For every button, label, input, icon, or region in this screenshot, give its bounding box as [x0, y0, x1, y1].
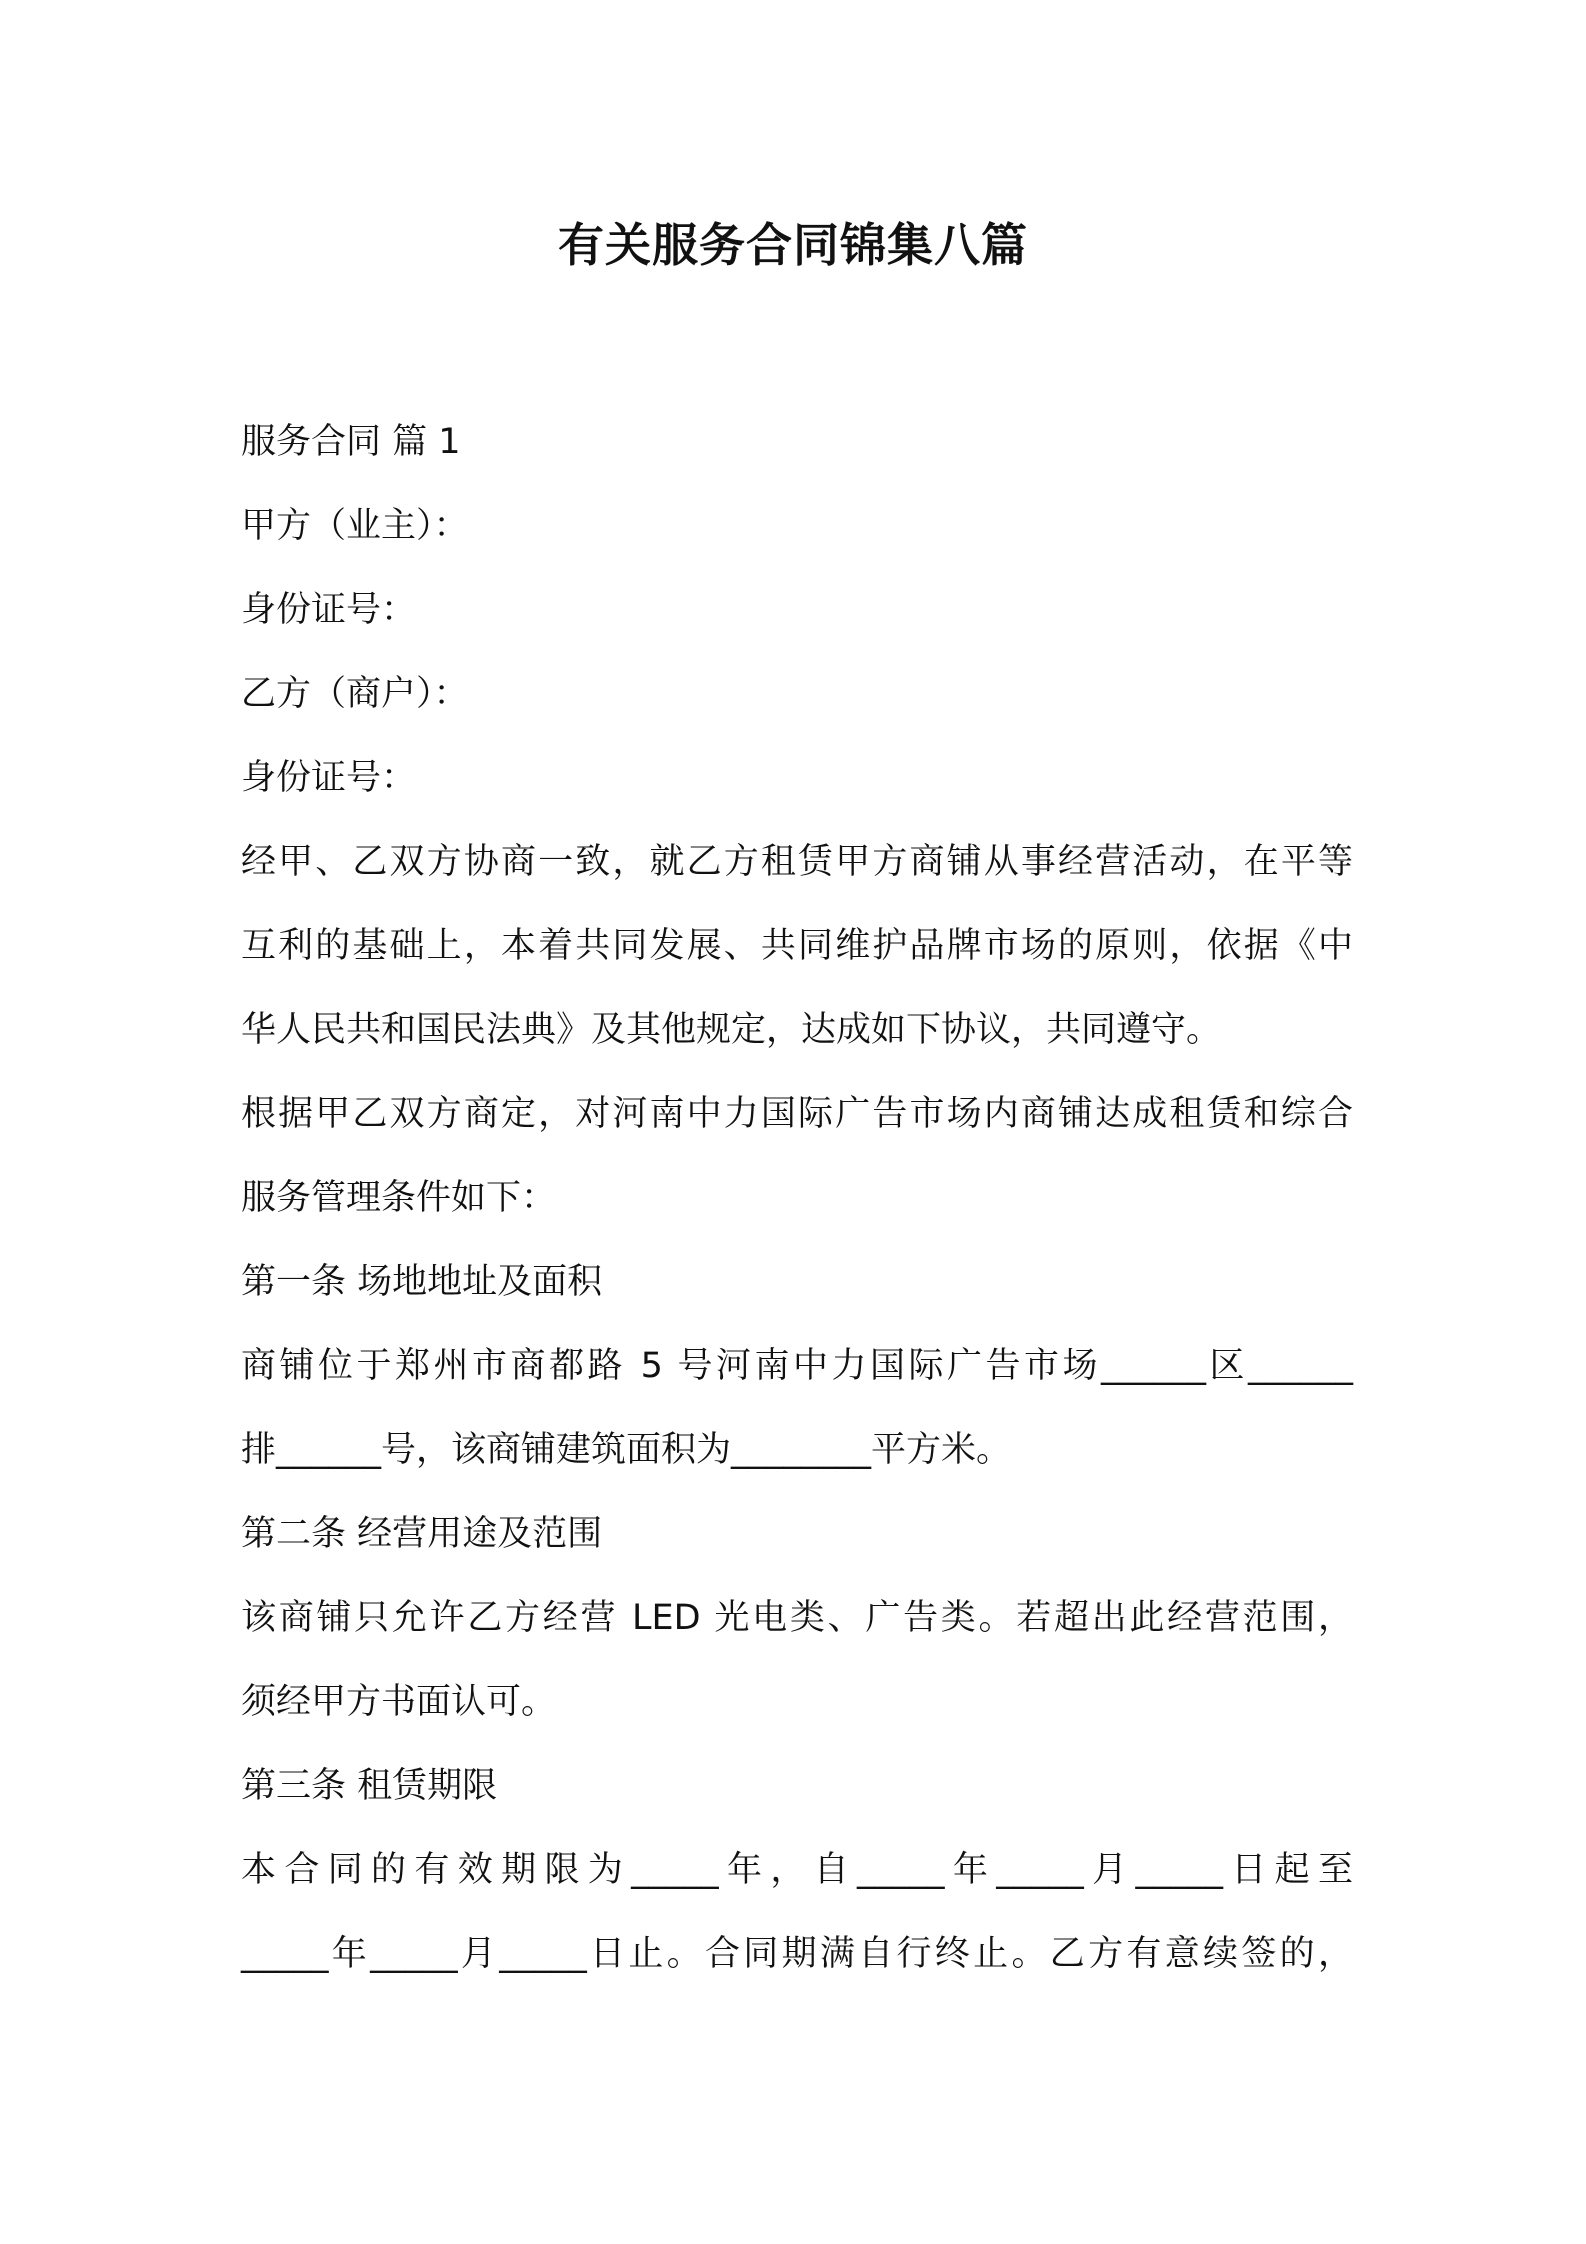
- paragraph-line: 本合同的有效期限为_____年，自_____年_____月_____日起至: [241, 1850, 1353, 1890]
- paragraph-line: 身份证号：: [241, 590, 417, 630]
- paragraph-line: 根据甲乙双方商定，对河南中力国际广告市场内商铺达成租赁和综合: [241, 1094, 1353, 1134]
- paragraph-line: 身份证号：: [241, 758, 417, 798]
- paragraph-line: 华人民共和国民法典》及其他规定，达成如下协议，共同遵守。: [241, 1010, 1222, 1050]
- paragraph-line: 乙方（商户）：: [241, 674, 469, 714]
- paragraph-line: 该商铺只允许乙方经营 LED 光电类、广告类。若超出此经营范围，: [241, 1598, 1353, 1638]
- paragraph-line: _____年_____月_____日止。合同期满自行终止。乙方有意续签的，: [241, 1934, 1353, 1974]
- paragraph-line: 服务管理条件如下：: [241, 1178, 557, 1218]
- section-heading: 第三条 租赁期限: [241, 1766, 498, 1806]
- paragraph-line: 经甲、乙双方协商一致，就乙方租赁甲方商铺从事经营活动，在平等: [241, 842, 1353, 882]
- paragraph-line: 甲方（业主）：: [241, 506, 469, 546]
- paragraph-line: 排______号，该商铺建筑面积为________平方米。: [241, 1430, 1012, 1470]
- section-heading: 第一条 场地地址及面积: [241, 1262, 603, 1302]
- paragraph-line: 商铺位于郑州市商都路 5 号河南中力国际广告市场______区______: [241, 1346, 1353, 1386]
- paragraph-line: 服务合同 篇 1: [241, 422, 461, 462]
- section-heading: 第二条 经营用途及范围: [241, 1514, 603, 1554]
- paragraph-line: 须经甲方书面认可。: [241, 1682, 557, 1722]
- document-title: 有关服务合同锦集八篇: [558, 218, 1028, 272]
- document-body: [241, 400, 1361, 1996]
- paragraph-line: 互利的基础上，本着共同发展、共同维护品牌市场的原则，依据《中: [241, 926, 1353, 966]
